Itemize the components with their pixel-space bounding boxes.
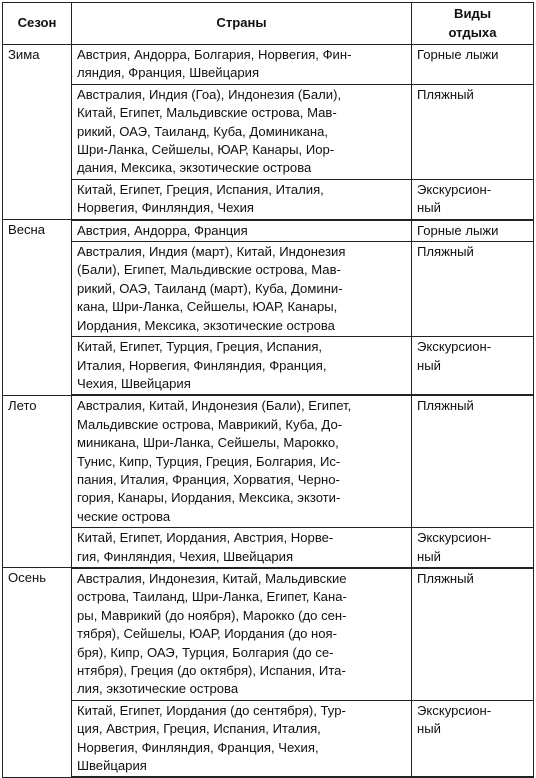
table-header [3,3,534,45]
countries-cell: Китай, Египет, Иордания, Австрия, Норве- гия, Финляндия, Чехия, Швейцария [72,528,412,568]
type-cell: Горные лыжи [412,45,534,85]
table-body [3,45,534,778]
type-cell: Экскурсион- ный [412,700,534,777]
table-row [3,337,534,396]
header-season: Сезон [3,3,72,45]
table-row [3,700,534,777]
type-cell: Пляжный [412,242,534,337]
countries-cell: Австралия, Индия (март), Китай, Индонезия (Бали), Египет, Мальдивские острова, Мав- рикий, ОАЭ, Таиланд (март), Куба, Домини- кана, Шри-Ланка, Сейшелы, ЮАР, Канары, Иордания, Мексика, экзотические острова [72,242,412,337]
season-cell-winter: Зима [3,45,72,220]
countries-cell: Австрия, Андорра, Болгария, Норвегия, Фин- ляндия, Франция, Швейцария [72,45,412,85]
type-cell: Экскурсион- ный [412,337,534,396]
season-cell-autumn: Осень [3,568,72,777]
table-row [3,45,534,85]
table-row [3,84,534,179]
table-row [3,179,534,219]
countries-cell: Китай, Египет, Турция, Греция, Испания, Италия, Норвегия, Финляндия, Франция, Чехия, Швейцария [72,337,412,396]
countries-cell: Австралия, Индонезия, Китай, Мальдивские острова, Таиланд, Шри-Ланка, Египет, Кана- ры, Маврикий (до ноября), Марокко (до сен- тября), Сейшелы, ЮАР, Иордания (до ноя- бря), Кипр, ОАЭ, Турция, Болгария (до се- нтября), Греция (до октября), Испания, Ита- лия, экзотические острова [72,568,412,700]
type-cell: Экскурсион- ный [412,179,534,219]
season-cell-spring: Весна [3,220,72,396]
table-row [3,395,534,527]
header-row [3,3,534,45]
type-cell: Горные лыжи [412,220,534,242]
season-cell-summer: Лето [3,395,72,568]
table-row [3,528,534,568]
type-cell: Пляжный [412,568,534,700]
table-row [3,568,534,700]
type-cell: Экскурсион- ный [412,528,534,568]
seasons-table [2,2,534,778]
countries-cell: Китай, Египет, Иордания (до сентября), Тур- ция, Австрия, Греция, Испания, Италия, Норвегия, Финляндия, Франция, Чехия, Швейцария [72,700,412,777]
table-row [3,242,534,337]
countries-cell: Австралия, Китай, Индонезия (Бали), Египет, Мальдивские острова, Маврикий, Куба, До- миникана, Шри-Ланка, Сейшелы, Марокко, Тунис, Кипр, Турция, Греция, Болгария, Ис- пания, Италия, Франция, Хорватия, Черно- гория, Канары, Иордания, Мексика, экзоти- ческие острова [72,395,412,527]
countries-cell: Австрия, Андорра, Франция [72,220,412,242]
table-row [3,220,534,242]
type-cell: Пляжный [412,395,534,527]
countries-cell: Китай, Египет, Греция, Испания, Италия, Норвегия, Финляндия, Чехия [72,179,412,219]
type-cell: Пляжный [412,84,534,179]
countries-cell: Австралия, Индия (Гоа), Индонезия (Бали), Китай, Египет, Мальдивские острова, Мав- рикий, ОАЭ, Таиланд, Куба, Доминикана, Шри-Ланка, Сейшелы, ЮАР, Канары, Иор- дания, Мексика, экзотические острова [72,84,412,179]
header-countries: Страны [72,3,412,45]
header-types: Виды отдыха [412,3,534,45]
